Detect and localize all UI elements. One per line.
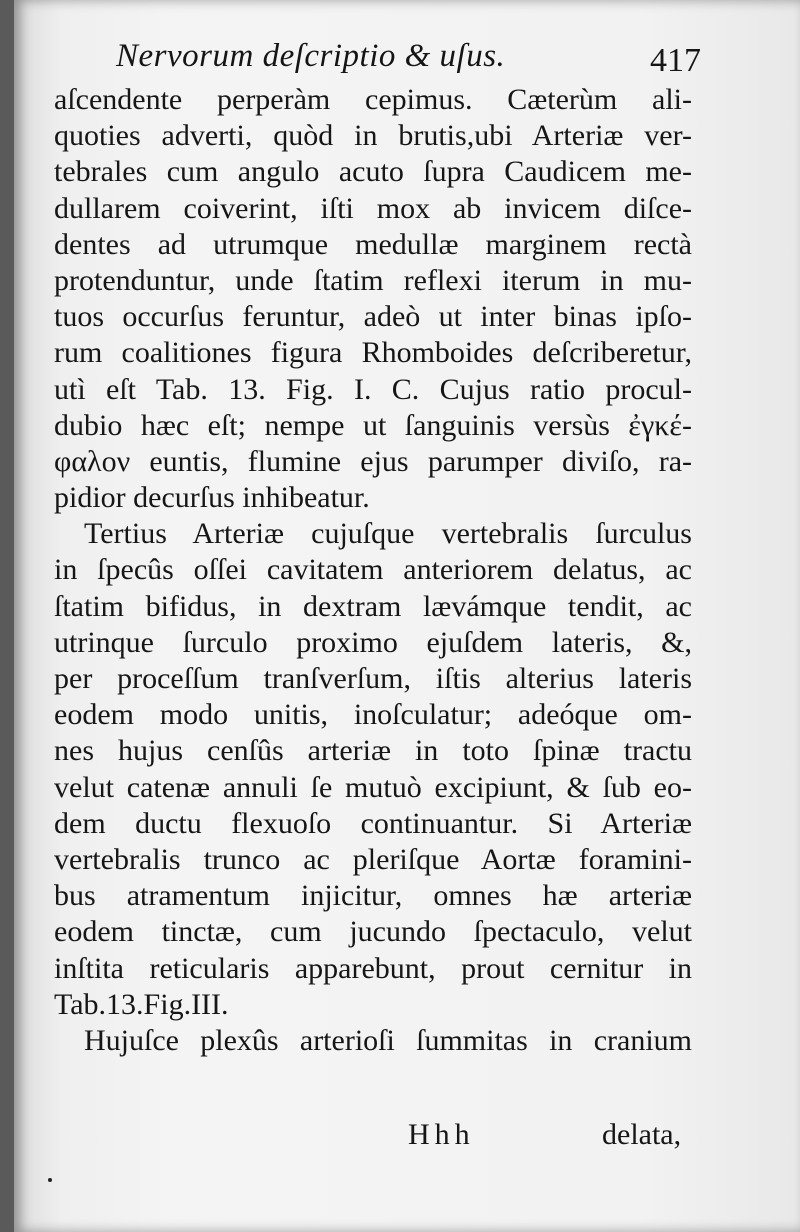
text-line: protenduntur, unde ſtatim reflexi iterum in mu-: [54, 263, 692, 297]
text-line: rum coalitiones figura Rhomboides deſcriberetur,: [54, 336, 692, 370]
text-line: dubio hæc eſt; nempe ut ſanguinis versùs ἐγκέ-: [54, 408, 692, 442]
text-line: dem ductu flexuoſo continuantur. Si Arteriæ: [54, 806, 692, 840]
signature-mark: Hhh: [408, 1118, 475, 1151]
page-number: 417: [650, 42, 701, 79]
text-line: eodem modo unitis, inoſculatur; adeóque om-: [54, 698, 692, 732]
ink-speck: [48, 1178, 52, 1182]
page-footer: [14, 1118, 800, 1158]
text-line: ſtatim bifidus, in dextram lævámque tendit, ac: [54, 589, 692, 623]
catchword: delata,: [602, 1118, 682, 1151]
text-line: quoties adverti, quòd in brutis,ubi Arteriæ ver-: [54, 119, 692, 153]
text-line: eodem tinctæ, cum jucundo ſpectaculo, velut: [54, 915, 692, 949]
text-line: dullarem coiverint, iſti mox ab invicem diſce-: [54, 191, 692, 225]
paragraph-end-line: pidior decurſus inhibeatur.: [54, 481, 370, 515]
text-line: tuos occurſus feruntur, adeò ut inter binas ipſo-: [54, 300, 692, 334]
text-line: tebrales cum angulo acuto ſupra Caudicem me-: [54, 155, 692, 189]
text-line: utrinque ſurculo proximo ejuſdem lateris, &,: [54, 625, 692, 659]
body-text: [54, 82, 692, 1059]
text-line: inſtita reticularis apparebunt, prout cernitur in: [54, 951, 692, 985]
text-line: bus atramentum injicitur, omnes hæ arteriæ: [54, 879, 692, 913]
text-line: per proceſſum tranſverſum, iſtis alterius lateris: [54, 662, 692, 695]
running-head: Nervorum deſcriptio & uſus.: [116, 38, 506, 74]
text-line: utì eſt Tab. 13. Fig. I. C. Cujus ratio procul-: [54, 372, 692, 406]
text-line: in ſpecûs oſſei cavitatem anteriorem delatus, ac: [54, 553, 692, 587]
text-line: dentes ad utrumque medullæ marginem rectà: [54, 227, 692, 261]
text-line: nes hujus cenſûs arteriæ in toto ſpinæ tractu: [54, 734, 692, 768]
text-line: aſcendente perperàm cepimus. Cæterùm ali-: [54, 83, 692, 116]
paragraph-start-line: Tertius Arteriæ cujuſque vertebralis ſurculus: [84, 517, 692, 551]
book-page: [14, 0, 800, 1232]
paragraph-end-line: Tab.13.Fig.III.: [54, 987, 229, 1021]
paragraph-start-line: Hujuſce plexûs arterioſi ſummitas in cranium: [84, 1023, 692, 1057]
text-line: vertebralis trunco ac pleriſque Aortæ foramini-: [54, 842, 692, 876]
text-line: velut catenæ annuli ſe mutuò excipiunt, & ſub eo-: [54, 770, 692, 804]
text-line: φαλον euntis, flumine ejus parumper diviſo, ra-: [54, 444, 692, 478]
